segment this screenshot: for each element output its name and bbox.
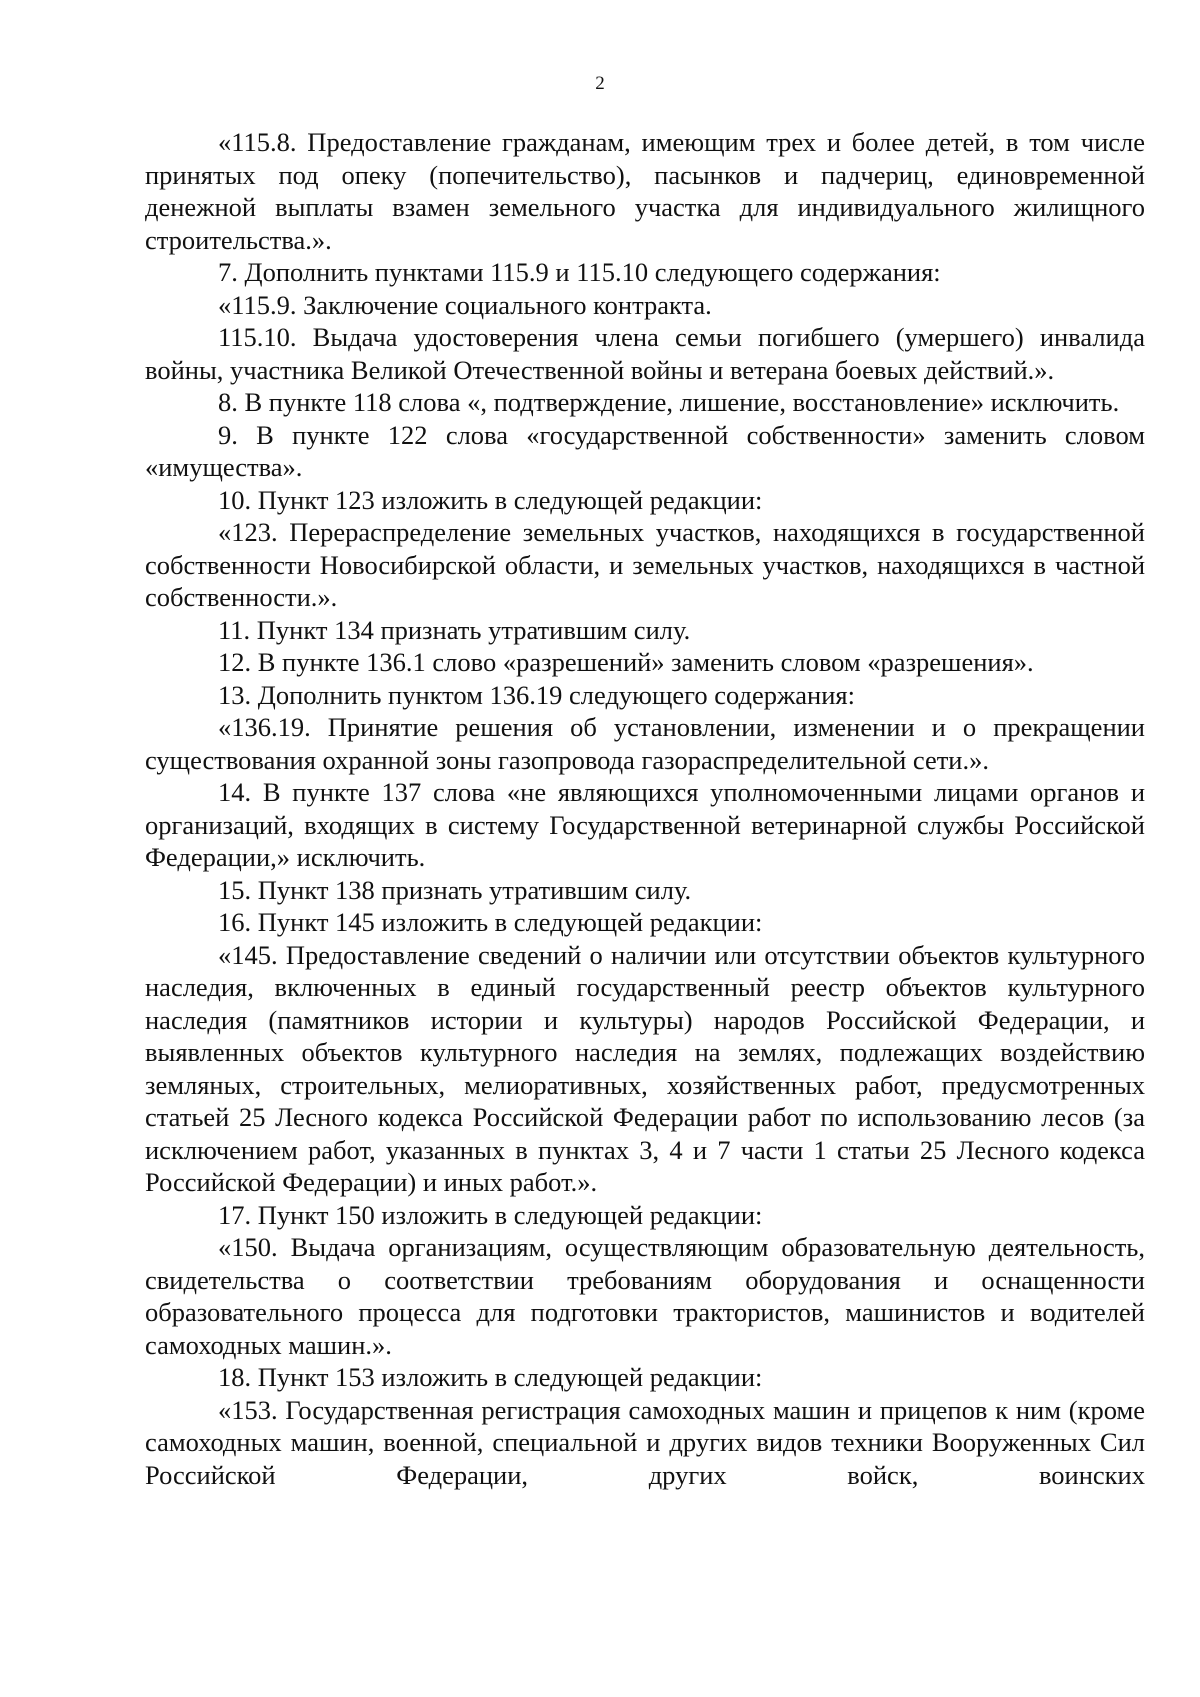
page-number: 2	[595, 73, 605, 94]
paragraph-item-15: 15. Пункт 138 признать утратившим силу.	[218, 874, 692, 905]
paragraph-item-12: 12. В пункте 136.1 слово «разрешений» заменить словом «разрешения».	[218, 647, 1034, 677]
paragraph-item-14: 14. В пункте 137 слова «не являющихся уполномоченными лицами органов и организаций, входящих в систему Государственной ветеринарной службы Российской Федерации,» исключить.	[145, 777, 1145, 872]
paragraph-item-16: 16. Пункт 145 изложить в следующей редакции:	[218, 907, 763, 937]
paragraph-136-19: «136.19. Принятие решения об установлении, изменении и о прекращении существования охранной зоны газопровода газораспределительной сети.».	[145, 712, 1145, 775]
paragraph-123: «123. Перераспределение земельных участков, находящихся в государственной собственности Новосибирской области, и земельных участков, находящихся в частной собственности.».	[145, 517, 1145, 612]
paragraph-item-13: 13. Дополнить пунктом 136.19 следующего содержания:	[218, 679, 855, 710]
paragraph-115-10: 115.10. Выдача удостоверения члена семьи погибшего (умершего) инвалида войны, участника Великой Отечественной войны и ветерана боевых действий.».	[145, 322, 1145, 385]
paragraph-115-8: «115.8. Предоставление гражданам, имеющим трех и более детей, в том числе принятых под опеку (попечительство), пасынков и падчериц, единовременной денежной выплаты взамен земельного участка для индивидуального жилищного строительства.».	[145, 127, 1145, 255]
paragraph-145: «145. Предоставление сведений о наличии или отсутствии объектов культурного наследия, включенных в единый государственный реестр объектов культурного наследия (памятников истории и культуры) народов Российской Федерации, и выявленных объектов культурного наследия на землях, подлежащих воздействию земляных, строительных, мелиоративных, хозяйственных работ, предусмотренных статьей 25 Лесного кодекса Российской Федерации работ по использованию лесов (за исключением работ, указанных в пунктах 3, 4 и 7 части 1 статьи 25 Лесного кодекса Российской Федерации) и иных работ.».	[145, 939, 1145, 1197]
paragraph-item-17: 17. Пункт 150 изложить в следующей редакции:	[218, 1199, 763, 1230]
document-body	[145, 126, 1145, 1491]
paragraph-item-8: 8. В пункте 118 слова «, подтверждение, лишение, восстановление» исключить.	[218, 387, 1120, 417]
paragraph-153: «153. Государственная регистрация самоходных машин и прицепов к ним (кроме самоходных машин, военной, специальной и других видов техники Вооруженных Сил Российской Федерации, других войск, воинских	[145, 1394, 1145, 1490]
paragraph-item-7: 7. Дополнить пунктами 115.9 и 115.10 следующего содержания:	[218, 257, 941, 287]
paragraph-item-11: 11. Пункт 134 признать утратившим силу.	[218, 614, 691, 645]
paragraph-150: «150. Выдача организациям, осуществляющим образовательную деятельность, свидетельства о соответствии требованиям оборудования и оснащенности образовательного процесса для подготовки трактористов, машинистов и водителей самоходных машин.».	[145, 1232, 1145, 1360]
paragraph-item-10: 10. Пункт 123 изложить в следующей редакции:	[218, 484, 763, 515]
paragraph-item-18: 18. Пункт 153 изложить в следующей редакции:	[218, 1362, 763, 1392]
paragraph-item-9: 9. В пункте 122 слова «государственной собственности» заменить словом «имущества».	[145, 419, 1145, 482]
paragraph-115-9: «115.9. Заключение социального контракта.	[218, 289, 712, 320]
